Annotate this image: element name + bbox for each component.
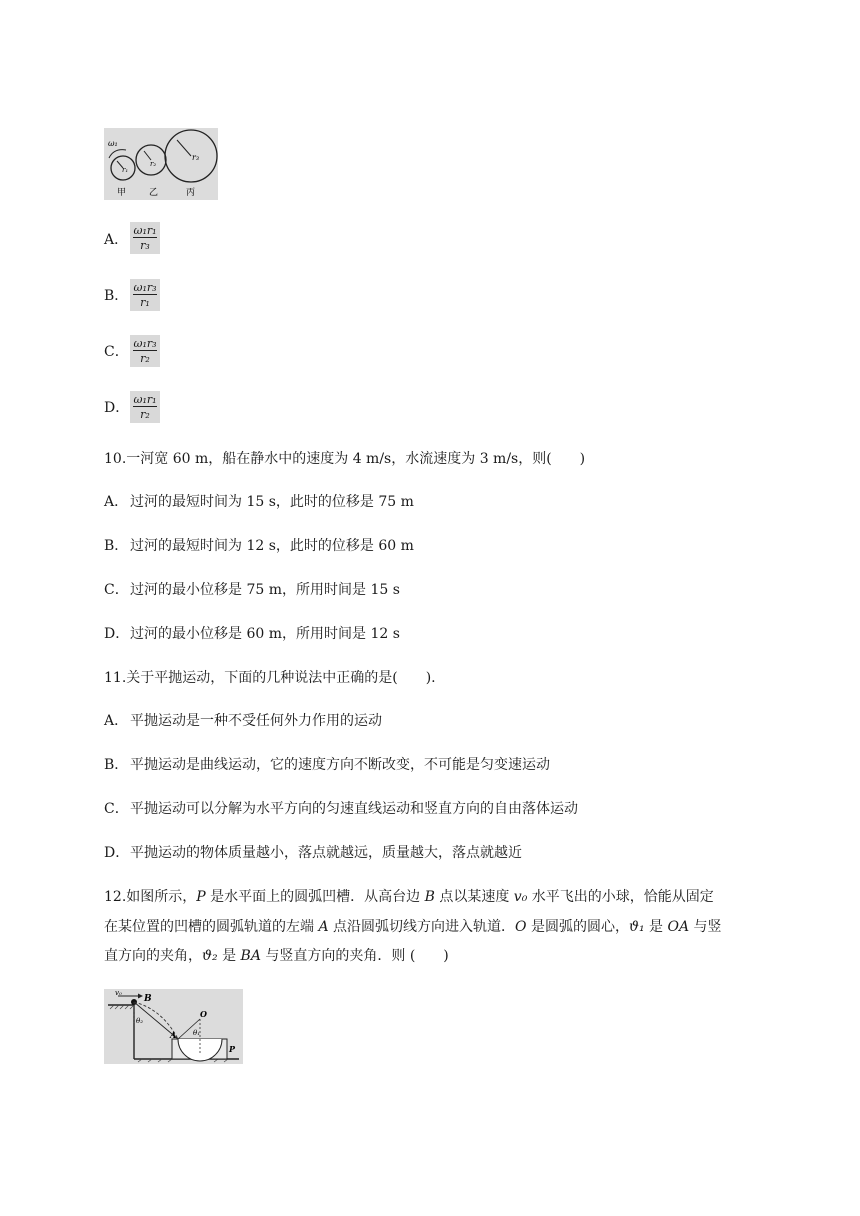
q9-option-a[interactable]: A． — [104, 232, 129, 248]
q11-option-b[interactable]: B． 平抛运动是曲线运动，它的速度方向不断改变，不可能是匀变速运动 — [104, 757, 550, 773]
q9-option-b[interactable]: B． — [104, 288, 129, 304]
b-label: B — [144, 994, 152, 1004]
r2-label: r₂ — [150, 160, 157, 168]
q9-option-d-fraction: ω₁r₁ r₂ — [130, 391, 160, 423]
theta2-label: θ₂ — [136, 1017, 144, 1025]
omega-label: ω₁ — [108, 139, 118, 148]
jia-label: 甲 — [117, 188, 127, 198]
q12-stem-line3: 直方向的夹角，ϑ₂ 是 BA 与竖直方向的夹角．则 ( ) — [104, 948, 449, 964]
a-label: A — [170, 1030, 177, 1040]
r3-label: r₃ — [192, 153, 200, 162]
q12-stem-line1: 12.如图所示，P 是水平面上的圆弧凹槽．从高台边 B 点以某速度 v₀ 水平飞出的小球，恰能从固定 — [104, 889, 714, 905]
r1-label: r₁ — [122, 166, 129, 174]
q10-stem: 10.一河宽 60 m，船在静水中的速度为 4 m/s，水流速度为 3 m/s，则( ) — [104, 451, 586, 467]
circles-diagram — [104, 128, 218, 200]
q11-option-c[interactable]: C．平抛运动可以分解为水平方向的匀速直线运动和竖直方向的自由落体运动 — [104, 801, 578, 817]
q10-option-a[interactable]: A． 过河的最短时间为 15 s，此时的位移是 75 m — [104, 494, 414, 510]
q9-option-d[interactable]: D． — [104, 400, 130, 416]
gear-figure — [104, 128, 218, 200]
q10-option-d[interactable]: D．过河的最小位移是 60 m，所用时间是 12 s — [104, 626, 400, 642]
projectile-diagram — [104, 989, 243, 1064]
theta1-label: θ₁ — [193, 1029, 201, 1037]
q9-option-c-fraction: ω₁r₃ r₂ — [130, 335, 160, 367]
q9-option-a-fraction: ω₁r₁ r₃ — [130, 222, 160, 254]
q9-option-c[interactable]: C． — [104, 344, 129, 360]
q11-option-d[interactable]: D．平抛运动的物体质量越小，落点就越远，质量越大，落点就越近 — [104, 845, 522, 861]
q11-option-a[interactable]: A． 平抛运动是一种不受任何外力作用的运动 — [104, 713, 382, 729]
q10-option-c[interactable]: C．过河的最小位移是 75 m，所用时间是 15 s — [104, 582, 400, 598]
q12-stem-line2: 在某位置的凹槽的圆弧轨道的左端 A 点沿圆弧切线方向进入轨道．O 是圆弧的圆心，ϑ₁ 是 OA 与竖 — [104, 919, 722, 935]
yi-label: 乙 — [149, 188, 159, 198]
v0-label: v₀ — [115, 989, 122, 997]
p-label: P — [229, 1044, 236, 1054]
q11-stem: 11.关于平抛运动，下面的几种说法中正确的是( ). — [104, 670, 436, 686]
q9-option-b-fraction: ω₁r₃ r₁ — [130, 279, 160, 311]
projectile-figure — [104, 989, 243, 1064]
o-label: O — [200, 1009, 207, 1019]
q10-option-b[interactable]: B． 过河的最短时间为 12 s，此时的位移是 60 m — [104, 538, 414, 554]
bing-label: 丙 — [186, 188, 196, 198]
